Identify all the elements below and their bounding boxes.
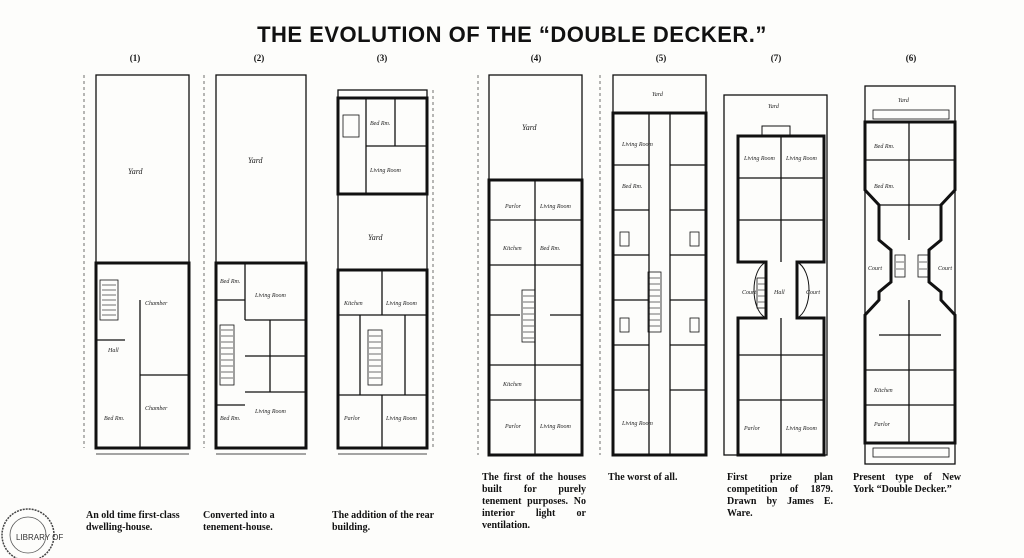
living-room-label: Living Room	[622, 142, 653, 148]
plan-number-3: (3)	[376, 53, 388, 63]
court-label: Court	[806, 290, 821, 296]
bed-room-label: Bed Rm.	[220, 279, 241, 285]
court-label: Court	[868, 266, 883, 272]
yard-label: Yard	[128, 167, 143, 176]
yard-label: Yard	[368, 233, 383, 242]
page-title: THE EVOLUTION OF THE “DOUBLE DECKER.”	[257, 22, 767, 47]
floor-plan-5	[600, 75, 706, 455]
caption-plan-4: The first of the houses built for purely tenement purposes. No interior light or ventilation.	[482, 472, 586, 531]
court-label: Court	[938, 266, 953, 272]
caption-plan-6: Present type of New York “Double Decker.”	[853, 472, 961, 495]
bed-room-label: Bed Rm.	[874, 184, 895, 190]
yard-label: Yard	[652, 92, 663, 98]
bed-room-label: Bed Rm.	[622, 184, 643, 190]
caption-plan-1: An old time first-class dwelling-house.	[86, 510, 180, 533]
plan-number-2: (2)	[253, 53, 265, 63]
chamber-label: Chamber	[145, 406, 168, 412]
parlor-label: Parlor	[874, 422, 891, 428]
yard-label: Yard	[898, 98, 909, 104]
living-room-label: Living Room	[786, 156, 817, 162]
kitchen-label: Kitchen	[874, 388, 893, 394]
living-room-label: Living Room	[540, 204, 571, 210]
floor-plan-1	[84, 75, 189, 454]
living-room-label: Living Room	[744, 156, 775, 162]
plan-number-6: (6)	[905, 53, 917, 63]
parlor-label: Parlor	[505, 424, 522, 430]
plan-number-1: (1)	[129, 53, 141, 63]
floor-plan-3	[338, 90, 433, 454]
bed-room-label: Bed Rm.	[540, 246, 561, 252]
plan-number-7: (7)	[770, 53, 782, 63]
yard-label: Yard	[768, 104, 779, 110]
plan-number-5: (5)	[655, 53, 667, 63]
kitchen-label: Kitchen	[503, 246, 522, 252]
court-label: Court	[742, 290, 757, 296]
kitchen-label: Kitchen	[503, 382, 522, 388]
bed-room-label: Bed Rm.	[220, 416, 241, 422]
bed-room-label: Bed Rm.	[104, 416, 125, 422]
caption-plan-3: The addition of the rear building.	[332, 510, 434, 533]
parlor-label: Parlor	[744, 426, 761, 432]
chamber-label: Chamber	[145, 301, 168, 307]
floor-plan-2	[204, 75, 306, 454]
plan-number-4: (4)	[530, 53, 542, 63]
living-room-label: Living Room	[786, 426, 817, 432]
yard-label: Yard	[522, 123, 537, 132]
hall-label: Hall	[774, 290, 785, 296]
caption-plan-7: First prize plan competition of 1879. Drawn by James E. Ware.	[727, 472, 833, 519]
living-room-label: Living Room	[255, 293, 286, 299]
floor-plan-6	[865, 86, 955, 464]
floor-plan-7	[724, 95, 827, 455]
stamp-text: LIBRARY OF	[16, 533, 64, 542]
living-room-label: Living Room	[370, 168, 401, 174]
yard-label: Yard	[248, 156, 263, 165]
living-room-label: Living Room	[255, 409, 286, 415]
floor-plan-4	[478, 75, 582, 455]
living-room-label: Living Room	[622, 421, 653, 427]
caption-plan-5: The worst of all.	[608, 472, 678, 483]
parlor-label: Parlor	[505, 204, 522, 210]
parlor-label: Parlor	[344, 416, 361, 422]
bed-room-label: Bed Rm.	[370, 121, 391, 127]
kitchen-label: Kitchen	[344, 301, 363, 307]
living-room-label: Living Room	[540, 424, 571, 430]
bed-room-label: Bed Rm.	[874, 144, 895, 150]
caption-plan-2: Converted into a tenement-house.	[203, 510, 275, 533]
library-stamp	[2, 509, 63, 558]
living-room-label: Living Room	[386, 416, 417, 422]
hall-label: Hall	[108, 348, 119, 354]
living-room-label: Living Room	[386, 301, 417, 307]
